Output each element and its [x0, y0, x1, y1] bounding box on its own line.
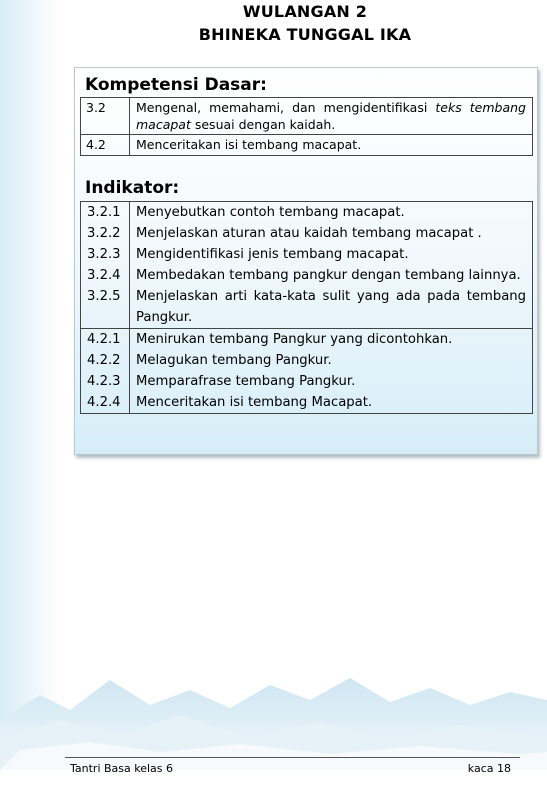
table-row: [81, 135, 533, 156]
mountain-background-image: [0, 650, 547, 770]
indikator-num: 4.2.4: [87, 395, 121, 410]
chapter-number-title: WULANGAN 2: [242, 2, 368, 21]
indikator-num: 4.2.3: [87, 374, 121, 389]
kompetensi-text-part: sesuai dengan kaidah.: [190, 117, 336, 132]
chapter-name-title: BHINEKA TUNGGAL IKA: [198, 25, 412, 44]
indikator-text: Membedakan tembang pangkur dengan tembang lainnya.: [136, 268, 521, 283]
kompetensi-num: 4.2: [81, 135, 130, 156]
indikator-text-column: [130, 202, 533, 329]
footer-page-number: kaca 18: [467, 762, 511, 775]
kompetensi-heading: Kompetensi Dasar:: [85, 75, 267, 95]
indikator-text: Menyebutkan contoh tembang macapat.: [136, 205, 405, 220]
indikator-text: Mengidentifikasi jenis tembang macapat.: [136, 247, 409, 262]
indikator-text: Memparafrase tembang Pangkur.: [136, 374, 356, 389]
table-row: [81, 98, 533, 135]
indikator-text: Menirukan tembang Pangkur yang dicontohkan.: [136, 332, 453, 347]
footer-book-title: Tantri Basa kelas 6: [70, 762, 174, 775]
indikator-text-column: [130, 329, 533, 414]
indikator-num: 4.2.1: [87, 332, 121, 347]
kompetensi-table: [80, 97, 533, 156]
indikator-num: 3.2.1: [87, 205, 121, 220]
indikator-num: 4.2.2: [87, 353, 121, 368]
indikator-text: Menceritakan isi tembang Macapat.: [136, 395, 373, 410]
indikator-num: 3.2.4: [87, 268, 121, 283]
indikator-num: 3.2.5: [87, 289, 121, 304]
indikator-text: Menjelaskan aturan atau kaidah tembang macapat .: [136, 226, 482, 241]
kompetensi-text-italic: teks tembang macapat: [136, 100, 526, 132]
competency-panel: [74, 67, 538, 455]
kompetensi-text: Menceritakan isi tembang macapat.: [130, 135, 533, 156]
indikator-table: [80, 201, 533, 414]
kompetensi-num: 3.2: [81, 98, 130, 135]
table-row: [81, 329, 533, 414]
indikator-heading: Indikator:: [85, 178, 180, 198]
table-row: [81, 202, 533, 329]
kompetensi-text: [130, 98, 533, 135]
footer-divider: [65, 757, 520, 758]
indikator-num: 3.2.3: [87, 247, 121, 262]
kompetensi-text-part: Mengenal, memahami, dan mengidentifikasi: [136, 100, 436, 115]
indikator-text: Melagukan tembang Pangkur.: [136, 353, 332, 368]
indikator-num: 3.2.2: [87, 226, 121, 241]
indikator-num-column: [81, 202, 130, 329]
indikator-text: Menjelaskan arti kata-kata sulit yang ada pada tembang Pangkur.: [136, 289, 526, 325]
background-sky-strip: [0, 0, 60, 760]
indikator-num-column: [81, 329, 130, 414]
